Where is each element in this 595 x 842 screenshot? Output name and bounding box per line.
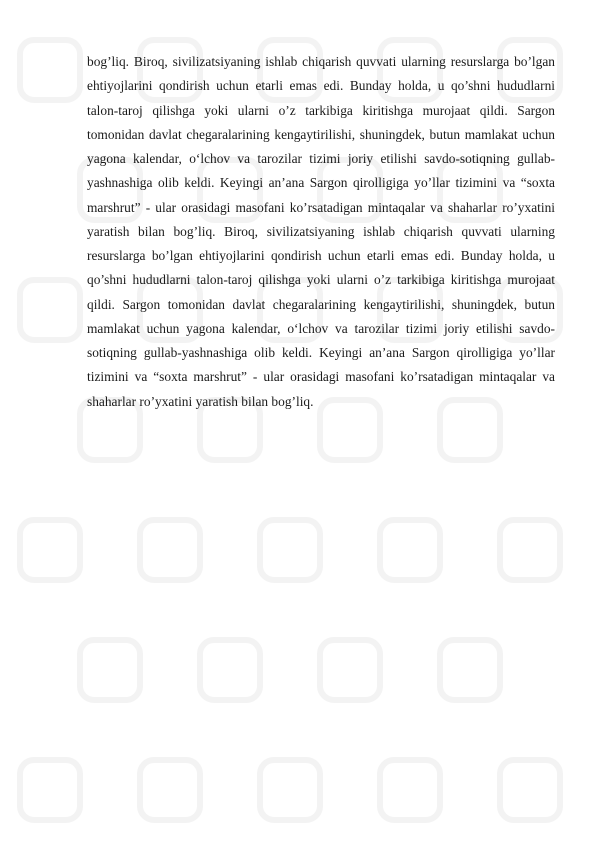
body-text	[87, 50, 555, 414]
paragraph: bog’liq. Biroq, sivilizatsiyaning ishlab chiqarish quvvati ularning resurslarga bo’lgan ehtiyojlarini qondirish uchun etarli emas edi. Bunday holda, u qo’shni hududlarni talon-taroj qilishga yoki ularni o’z tarkibiga kiritishga murojaat qildi. Sargon tomonidan davlat chegaralarining kengaytirilishi, shuningdek, butun mamlakat uchun yagona kalendar, o‘lchov va tarozilar tizimi joriy etilishi savdo-sotiqning gullab-yashnashiga olib keldi. Keyingi an’ana Sargon qirolligiga yo’llar tizimini va “soxta marshrut” - ular orasidagi masofani ko’rsatadigan mintaqalar va shaharlar ro’yxatini yaratish bilan bog’liq. Biroq, sivilizatsiyaning ishlab chiqarish quvvati ularning resurslarga bo’lgan ehtiyojlarini qondirish uchun etarli emas edi. Bunday holda, u qo’shni hududlarni talon-taroj qilishga yoki ularni o’z tarkibiga kiritishga murojaat qildi. Sargon tomonidan davlat chegaralarining kengaytirilishi, shuningdek, butun mamlakat uchun yagona kalendar, o‘lchov va tarozilar tizimi joriy etilishi savdo-sotiqning gullab-yashnashiga olib keldi. Keyingi an’ana Sargon qirolligiga yo’llar tizimini va “soxta marshrut” - ular orasidagi masofani ko’rsatadigan mintaqalar va shaharlar ro’yxatini yaratish bilan bog’liq.	[87, 54, 555, 409]
